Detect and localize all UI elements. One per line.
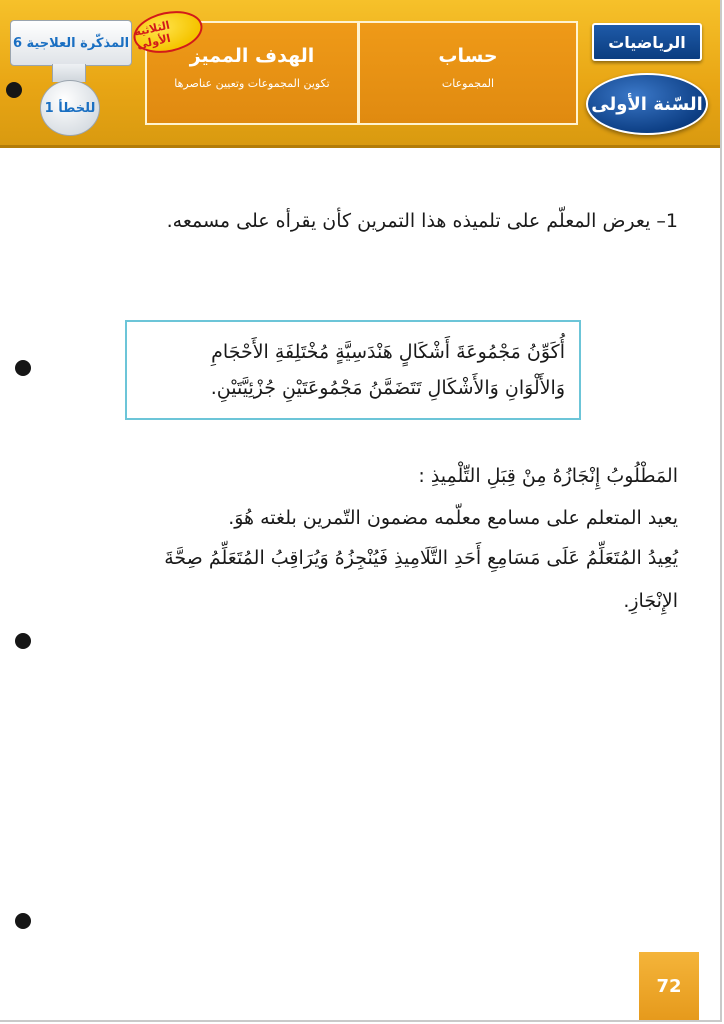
exercise-line: أُكَوِّنُ مَجْمُوعَةَ أَشْكَالٍ هَنْدَسِيَّةٍ مُخْتَلِفَةِ الأَحْجَامِ xyxy=(211,341,565,363)
topic-title: حساب xyxy=(438,45,498,67)
binder-hole-icon xyxy=(15,360,31,376)
memo-tab: المذكّرة العلاجية 6 xyxy=(10,20,132,66)
exercise-box xyxy=(125,320,581,420)
required-line: الإِنْجَازِ. xyxy=(623,590,678,612)
plan-badge: للخطأ 1 xyxy=(40,80,100,136)
header-band xyxy=(0,0,720,148)
required-line: يُعِيدُ المُتَعَلِّمُ عَلَى مَسَامِعِ أَحَدِ التَّلَامِيذِ فَيُنْجِزُهُ وَيُرَاقِبُ المُتَعَلِّمُ صِحَّةَ xyxy=(164,547,678,569)
target-title: الهدف المميز xyxy=(189,45,315,67)
binder-hole-icon xyxy=(6,82,22,98)
binder-hole-icon xyxy=(15,633,31,649)
exercise-line: وَالأَلْوَانِ وَالأَشْكَالِ تَتَضَمَّنُ مَجْمُوعَتَيْنِ جُزْئِيَّتَيْنِ. xyxy=(210,377,565,399)
page-number: 72 xyxy=(639,952,699,1020)
binder-hole-icon xyxy=(15,913,31,929)
topic-subtitle: المجموعات xyxy=(441,77,495,90)
instruction-text: 1– يعرض المعلّم على تلميذه هذا التمرين كأن يقرأه على مسمعه. xyxy=(166,210,678,232)
subject-label: الرياضيات xyxy=(592,23,702,61)
required-title: المَطْلُوبُ إِنْجَازُهُ مِنْ قِبَلِ التِّلْمِيذِ : xyxy=(418,465,678,487)
required-line: يعيد المتعلم على مسامع معلّمه مضمون التّمرين بلغته هُوَ. xyxy=(228,507,678,529)
year-label: السّنة الأولى xyxy=(586,73,708,135)
target-subtitle: تكوين المجموعات وتعيين عناصرها xyxy=(174,77,330,90)
topic-box xyxy=(358,21,578,125)
trimester-badge: الثلاثية الأولى xyxy=(130,5,207,59)
